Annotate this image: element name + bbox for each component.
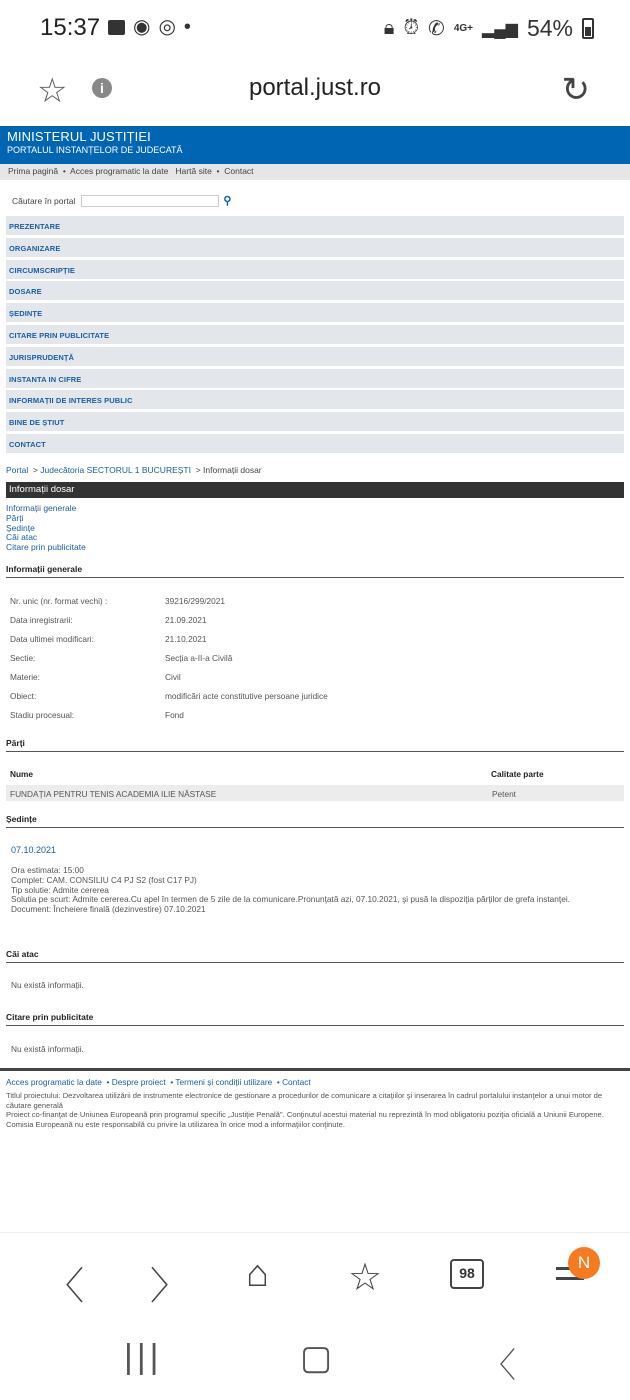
- general-value: 39216/299/2021: [165, 596, 225, 606]
- menu-item-sedinte[interactable]: ȘEDINȚE: [6, 303, 624, 322]
- browser-bottom-bar: [0, 1232, 630, 1316]
- general-key: Obiect:: [10, 691, 37, 701]
- breadcrumb-current: Informații dosar: [203, 465, 262, 475]
- sedinta-line: Solutia pe scurt: Admite cererea.Cu apel în termen de 5 zile de la comunicare.Pronunţată azi, 07.10.2021, şi pusă la dispoziţia părţilor de grefa instanţei.: [11, 894, 570, 905]
- general-key: Sectie:: [10, 653, 36, 663]
- general-key: Data ultimei modificari:: [10, 634, 94, 644]
- dosar-header: Informații dosar: [6, 482, 624, 498]
- site-header: [0, 126, 630, 164]
- party-name: FUNDAȚIA PENTRU TENIS ACADEMIA ILIE NĂSTASE: [10, 789, 217, 799]
- search-input[interactable]: [81, 195, 219, 207]
- toc-sedinte[interactable]: Ședințe: [6, 522, 35, 533]
- sedinta-date[interactable]: 07.10.2021: [11, 845, 57, 855]
- profile-badge[interactable]: N: [568, 1247, 600, 1279]
- reload-icon[interactable]: ↻: [561, 71, 590, 109]
- party-role: Petent: [492, 789, 516, 799]
- search-bar: [12, 194, 231, 207]
- section-citare-title: Citare prin publicitate: [6, 1012, 624, 1026]
- footer-links: Acces programatic la date • Despre proiect • Termeni și condiții utilizare • Contact: [6, 1077, 311, 1087]
- general-key: Stadiu procesual:: [10, 710, 75, 720]
- sedinta-line: Document: Încheiere finală (dezinvestire) 07.10.2021: [11, 904, 206, 915]
- menu-item-organizare[interactable]: ORGANIZARE: [6, 238, 624, 257]
- toc-parti[interactable]: Părți: [6, 512, 24, 523]
- main-menu: [6, 216, 624, 456]
- menu-item-instanta-cifre[interactable]: INSTANTA IN CIFRE: [6, 369, 624, 388]
- footer-link-terms[interactable]: Termeni și condiții utilizare: [175, 1077, 273, 1087]
- system-nav-bar: [0, 1316, 630, 1400]
- wifi-call-icon: ✆: [428, 18, 445, 40]
- general-key: Data inregistrarii:: [10, 615, 73, 625]
- menu-item-jurisprudenta[interactable]: JURISPRUDENȚĂ: [6, 347, 624, 366]
- cai-atac-empty: Nu există informații.: [11, 980, 84, 990]
- section-general-title: Informații generale: [6, 564, 624, 578]
- tabs-button[interactable]: 98: [450, 1259, 484, 1289]
- menu-item-interes-public[interactable]: INFORMAȚII DE INTERES PUBLIC: [6, 390, 624, 409]
- breadcrumb-portal[interactable]: Portal: [6, 465, 29, 475]
- nav-contact[interactable]: Contact: [224, 166, 254, 176]
- general-value: Fond: [165, 710, 184, 720]
- nav-api[interactable]: Acces programatic la date: [70, 166, 169, 176]
- signal-icon: ▂▄▆: [482, 20, 518, 38]
- nav-home[interactable]: Prima pagină: [8, 166, 59, 176]
- search-label: Căutare în portal: [12, 195, 76, 206]
- general-value: Civil: [165, 672, 181, 682]
- footer-project-title: Titlul proiectului: Dezvoltarea utilizării de instrumente electronice de gestionare a procedurilor de comunicare a citaţiilor şi inserarea în cadrul portalului instanţelor a unui motor de căutare generală: [6, 1091, 603, 1110]
- search-icon[interactable]: ⚲: [223, 195, 232, 207]
- bookmarks-icon[interactable]: ☆: [348, 1257, 383, 1299]
- citare-empty: Nu există informații.: [11, 1044, 84, 1054]
- footer-divider: [0, 1068, 630, 1071]
- dot-icon: •: [183, 16, 191, 38]
- network-icon: 4G+: [453, 23, 473, 34]
- sedinta-line: Complet: CAM. CONSILIU C4 PJ S2 (fost C17 PJ): [11, 874, 197, 885]
- footer-link-contact[interactable]: Contact: [282, 1077, 311, 1087]
- menu-item-dosare[interactable]: DOSARE: [6, 281, 624, 300]
- notification-icons: [108, 16, 191, 38]
- footer-link-about[interactable]: Despre proiect: [111, 1077, 166, 1087]
- site-subtitle: PORTALUL INSTANȚELOR DE JUDECATĂ: [7, 145, 183, 155]
- toc-general[interactable]: Informații generale: [6, 503, 77, 513]
- system-back-icon[interactable]: 〈: [482, 1347, 516, 1385]
- battery-icon: [582, 18, 594, 39]
- browser-url-bar: [0, 58, 630, 126]
- forward-icon[interactable]: 〉: [150, 1266, 189, 1308]
- status-time: 15:37: [40, 14, 101, 41]
- sedinta-details: [11, 866, 619, 915]
- url-text[interactable]: portal.just.ro: [248, 74, 382, 101]
- lock-icon: 🔒︎: [383, 17, 395, 39]
- table-row: [6, 785, 624, 801]
- back-icon[interactable]: 〈: [46, 1266, 85, 1308]
- battery-percent: 54%: [526, 15, 573, 41]
- footer-disclaimer: Proiect co-finanţat de Uniunea Europeană prin programul specific „Justiţie Penală". Conţinutul acestui material nu reprezintă în mod obligatoriu poziţia oficială a Uniunii Europene. Comisia Europeană nu este responsabilă cu privire la utilizarea în orice mod a informaţiilor conţinute.: [6, 1110, 604, 1129]
- menu-item-contact[interactable]: CONTACT: [6, 434, 624, 453]
- top-nav: Prima pagină • Acces programatic la date Hartă site • Contact: [0, 164, 630, 180]
- nav-sitemap[interactable]: Hartă site: [175, 166, 212, 176]
- section-cai-atac-title: Căi atac: [6, 949, 624, 963]
- breadcrumb-court[interactable]: Judecătoria SECTORUL 1 BUCUREȘTI: [40, 465, 191, 475]
- menu-item-circumscriptie[interactable]: CIRCUMSCRIPȚIE: [6, 260, 624, 279]
- menu-item-bine-de-stiut[interactable]: BINE DE ȘTIUT: [6, 412, 624, 431]
- toc-citare[interactable]: Citare prin publicitate: [6, 542, 86, 553]
- menu-item-prezentare[interactable]: PREZENTARE: [6, 216, 624, 235]
- general-value: 21.09.2021: [165, 615, 207, 625]
- parti-table-header: [10, 769, 620, 779]
- sedinta-line: Tip solutie: Admite cererea: [11, 884, 109, 895]
- system-icons: [384, 15, 594, 42]
- section-parti-title: Părți: [6, 738, 624, 752]
- bookmark-star-icon[interactable]: ☆: [37, 72, 68, 110]
- general-value: modificări acte constitutive persoane juridice: [165, 691, 328, 701]
- recent-apps-icon[interactable]: |||: [124, 1338, 163, 1376]
- media-icon: ◎: [158, 16, 176, 38]
- menu-item-citare[interactable]: CITARE PRIN PUBLICITATE: [6, 325, 624, 344]
- general-value: Secția a-II-a Civilă: [165, 653, 233, 663]
- home-icon[interactable]: ⌂: [246, 1253, 269, 1295]
- general-key: Materie:: [10, 672, 40, 682]
- dosar-toc: [6, 504, 86, 553]
- section-sedinte-title: Ședințe: [6, 814, 624, 828]
- gallery-icon: [108, 20, 125, 35]
- col-role: Calitate parte: [491, 769, 544, 779]
- alarm-icon: ⏰︎: [403, 17, 420, 39]
- messenger-icon: ◉: [133, 16, 151, 38]
- col-name: Nume: [10, 769, 34, 779]
- status-bar: [0, 0, 630, 58]
- site-info-icon[interactable]: i: [92, 78, 112, 98]
- sedinta-line: Ora estimata: 15:00: [11, 865, 84, 875]
- site-title[interactable]: MINISTERUL JUSTIȚIEI: [7, 129, 151, 144]
- footer-text: [6, 1091, 624, 1129]
- general-value: 21.10.2021: [165, 634, 207, 644]
- general-key: Nr. unic (nr. format vechi) :: [10, 596, 108, 606]
- breadcrumb: Portal > Judecătoria SECTORUL 1 BUCUREȘTI > Informații dosar: [6, 465, 262, 475]
- footer-link-api[interactable]: Acces programatic la date: [6, 1077, 102, 1087]
- home-button-icon[interactable]: ▢: [300, 1339, 333, 1377]
- toc-cai-atac[interactable]: Căi atac: [6, 532, 38, 543]
